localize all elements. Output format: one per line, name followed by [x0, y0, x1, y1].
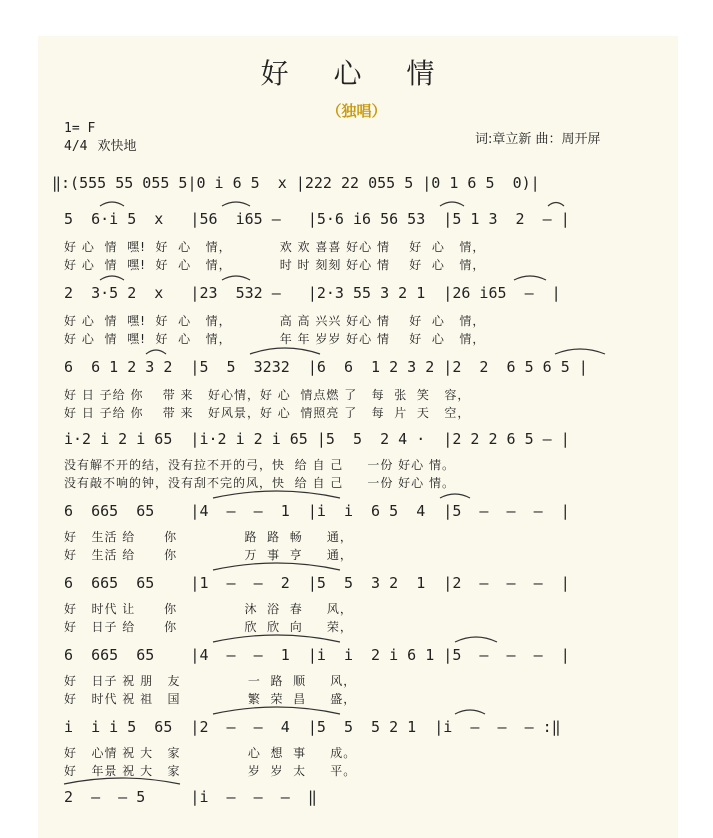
slur [213, 491, 340, 498]
lyrics-row-9-verse-2: 好 年景 祝 大 家 岁 岁 太 平。 [64, 764, 357, 778]
slur [222, 202, 250, 206]
slur [440, 494, 470, 498]
slur [440, 202, 464, 206]
notation-row-5: i·2 i 2 i 65 |i·2 i 2 i 65 |5 5 2 4 · |2 2 2 6 5 – | [64, 430, 570, 448]
slur [100, 276, 124, 280]
slur [555, 349, 605, 354]
slur [548, 203, 564, 207]
lyrics-row-2-verse-2: 好 心 情 嘿! 好 心 情， 时 时 刻刻 好心 情 好 心 情， [64, 258, 486, 272]
performance-type: （独唱） [326, 102, 387, 120]
slur [514, 276, 546, 280]
notation-row-7: 6 665 65 |1 – – 2 |5 5 3 2 1 |2 – – – | [64, 574, 570, 592]
slur [222, 276, 250, 280]
notation-row-4: 6 6 1 2 3 2 |5 5 3232 |6 6 1 2 3 2 |2 2 6 5 6 5 | [64, 358, 588, 376]
lyrics-row-4-verse-1: 好 日 子给 你 带 来 好心情，好 心 情点燃 了 每 张 笑 容， [64, 388, 471, 402]
lyrics-row-3-verse-2: 好 心 情 嘿! 好 心 情， 年 年 岁岁 好心 情 好 心 情， [64, 332, 486, 346]
tempo-marking: 欢快地 [97, 139, 137, 154]
lyrics-row-7-verse-2: 好 日子 给 你 欣 欣 向 荣， [64, 620, 353, 634]
slur [250, 348, 320, 354]
credits: 词:章立新 曲：周开屏 [475, 132, 601, 147]
slur [213, 635, 340, 642]
notation-row-3: 2 3·5 2 x |23 532 – |2·3 55 3 2 1 |26 i65 – | [64, 284, 561, 302]
slur [455, 637, 497, 642]
lyrics-row-5-verse-1: 没有解不开的结，没有拉不开的弓，快 给 自 己 一份 好心 情。 [64, 458, 455, 472]
notation-row-8: 6 665 65 |4 – – 1 |i i 2 i 6 1 |5 – – – | [64, 646, 570, 664]
lyrics-row-6-verse-1: 好 生活 给 你 路 路 畅 通， [64, 530, 353, 544]
notation-row-1: ‖:(555 55 055 5|0 i 6 5 x |222 22 055 5 |0 1 6 5 0)| [52, 174, 540, 192]
slur [100, 202, 124, 206]
lyrics-row-6-verse-2: 好 生活 给 你 万 事 亨 通， [64, 548, 353, 562]
time-signature: 4/4 [64, 139, 88, 154]
lyrics-row-8-verse-1: 好 日子 祝 朋 友 一 路 顺 风， [64, 674, 357, 688]
slur [64, 778, 180, 784]
notation-row-9: i i i 5 65 |2 – – 4 |5 5 5 2 1 |i – – – :‖ [64, 718, 561, 736]
lyrics-row-2-verse-1: 好 心 情 嘿! 好 心 情， 欢 欢 喜喜 好心 情 好 心 情， [64, 240, 486, 254]
song-title: 好 心 情 [260, 57, 453, 90]
notation-row-6: 6 665 65 |4 – – 1 |i i 6 5 4 |5 – – – | [64, 502, 570, 520]
lyrics-row-8-verse-2: 好 时代 祝 祖 国 繁 荣 昌 盛， [64, 692, 357, 706]
notation-row-2: 5 6·i 5 x |56 i65 – |5·6 i6 56 53 |5 1 3 2 – | [64, 210, 570, 228]
slur [146, 350, 166, 354]
slur [213, 707, 340, 714]
lyrics-row-3-verse-1: 好 心 情 嘿! 好 心 情， 高 高 兴兴 好心 情 好 心 情， [64, 314, 486, 328]
lyrics-row-9-verse-1: 好 心情 祝 大 家 心 想 事 成。 [64, 746, 357, 760]
key-signature: 1= F [64, 121, 96, 136]
notation-row-10: 2 – – 5 |i – – – ‖ [64, 788, 317, 806]
slur [213, 563, 340, 570]
lyrics-row-7-verse-1: 好 时代 让 你 沐 浴 春 风， [64, 602, 353, 616]
lyrics-row-4-verse-2: 好 日 子给 你 带 来 好风景，好 心 情照亮 了 每 片 天 空， [64, 406, 471, 420]
lyrics-row-5-verse-2: 没有敲不响的钟，没有刮不完的风，快 给 自 己 一份 好心 情。 [64, 476, 455, 490]
slur [455, 710, 485, 714]
